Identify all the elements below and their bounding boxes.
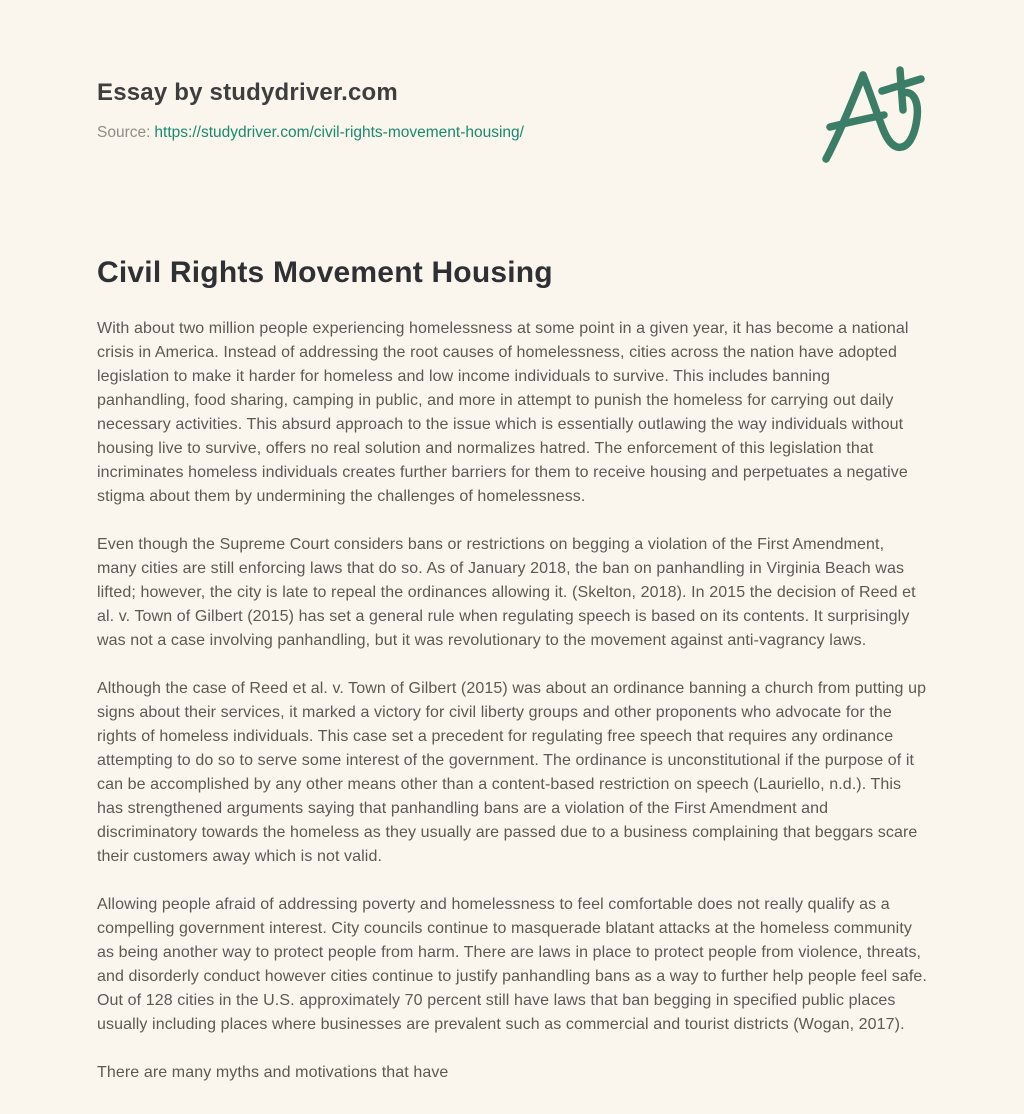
essay-paragraph-5: There are many myths and motivations that have [97, 1064, 449, 1081]
essay-body [97, 317, 927, 1085]
essay-paragraph-1: With about two million people experiencing homelessness at some point in a given year, it has become a national crisis in America. Instead of addressing the root causes of homelessness, cities across the nation have adopted legislation to make it harder for homeless and low income individuals to survive. This includes banning panhandling, food sharing, camping in public, and more in attempt to punish the homeless for carrying out daily necessary activities. This absurd approach to the issue which is essentially outlawing the way individuals without housing live to survive, offers no real solution and normalizes hatred. The enforcement of this legislation that incriminates homeless individuals creates further barriers for them to receive housing and perpetuates a negative stigma about them by undermining the challenges of homelessness. [97, 320, 909, 505]
essay-content [97, 256, 927, 1085]
header-text-block [97, 78, 524, 143]
essay-page [97, 0, 927, 1085]
site-heading: Essay by studydriver.com [97, 79, 398, 106]
source-line [97, 122, 524, 143]
page-header [97, 78, 927, 166]
essay-paragraph-4: Allowing people afraid of addressing poverty and homelessness to feel comfortable does not really qualify as a compelling government interest. City councils continue to masquerade blatant attacks at the homeless community as being another way to protect people from harm. There are laws in place to protect people from violence, threats, and disorderly conduct however cities continue to justify panhandling bans as a way to further help people feel safe. Out of 128 cities in the U.S. approximately 70 percent still have laws that ban begging in specified public places usually including places where businesses are prevalent such as commercial and tourist districts (Wogan, 2017). [97, 896, 927, 1033]
essay-title: Civil Rights Movement Housing [97, 256, 553, 289]
source-link[interactable] [154, 124, 524, 141]
source-label: Source: [97, 124, 151, 141]
essay-paragraph-2: Even though the Supreme Court considers bans or restrictions on begging a violation of the First Amendment, many cities are still enforcing laws that do so. As of January 2018, the ban on panhandling in Virginia Beach was lifted; however, the city is late to repeal the ordinances allowing it. (Skelton, 2018). In 2015 the decision of Reed et al. v. Town of Gilbert (2015) has set a general rule when regulating speech is based on its contents. It surprisingly was not a case involving panhandling, but it was revolutionary to the movement against anti-vagrancy laws. [97, 536, 916, 649]
source-url-text: https://studydriver.com/civil-rights-movement-housing/ [154, 124, 524, 141]
a-plus-logo-icon [821, 66, 927, 166]
essay-paragraph-3: Although the case of Reed et al. v. Town of Gilbert (2015) was about an ordinance banning a church from putting up signs about their services, it marked a victory for civil liberty groups and other proponents who advocate for the rights of homeless individuals. This case set a precedent for regulating free speech that requires any ordinance attempting to do so to serve some interest of the government. The ordinance is unconstitutional if the purpose of it can be accomplished by any other means other than a content-based restriction on speech (Lauriello, n.d.). This has strengthened arguments saying that panhandling bans are a violation of the First Amendment and discriminatory towards the homeless as they usually are passed due to a business complaining that beggars scare their customers away which is not valid. [97, 680, 927, 865]
